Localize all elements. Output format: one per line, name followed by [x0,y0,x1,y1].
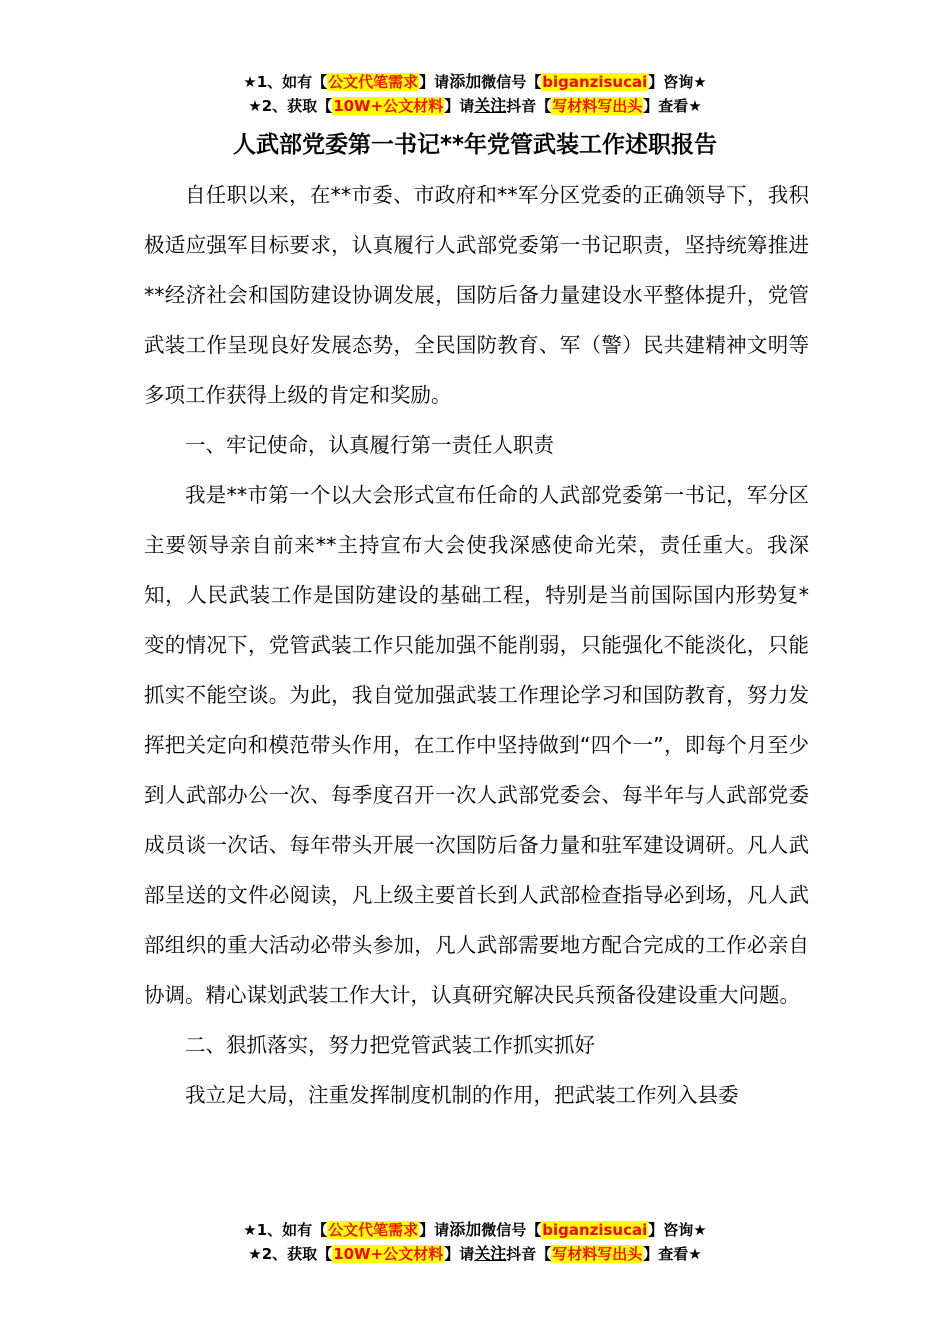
promo-highlight: 写材料写出头 [552,1245,643,1263]
promo-emphasis: 关注 [474,1244,507,1263]
promo-highlight: biganzisucai [542,73,648,91]
promo-text: 】请 [444,1245,475,1263]
promo-text: 抖音【 [506,1245,552,1263]
promo-text: ★1、如有【 [243,1221,328,1239]
promo-text: ★1、如有【 [243,73,328,91]
promo-text: 微信号【 [481,1221,542,1239]
section-heading-2: 二、狠抓落实，努力把党管武装工作抓实抓好 [185,1033,595,1057]
promo-text: 】查看★ [643,97,702,115]
promo-text: 】请 [444,97,475,115]
promo-highlight: 10W+公文材料 [333,97,444,115]
promo-highlight: 写材料写出头 [552,97,643,115]
header-promo-line-1 [0,70,950,94]
promo-highlight: 公文代笔需求 [328,1221,419,1239]
promo-text: 】查看★ [643,1245,702,1263]
section-1-paragraph: 我是**市第一个以大会形式宣布任命的人武部党委第一书记，军分区主要领导亲自前来**主持宣布大会使我深感使命光荣，责任重大。我深知，人民武装工作是国防建设的基础工程，特别是当前国际国内形势复*变的情况下，党管武装工作只能加强不能削弱，只能强化不能淡化，只能抓实不能空谈。为此，我自觉加强武装工作理论学习和国防教育，努力发挥把关定向和模范带头作用，在工作中坚持做到“四个一”，即每个月至少到人武部办公一次、每季度召开一次人武部党委会、每半年与人武部党委成员谈一次话、每年带头开展一次国防后备力量和驻军建设调研。凡人武部呈送的文件必阅读，凡上级主要首长到人武部检查指导必到场，凡人武部组织的重大活动必带头参加，凡人武部需要地方配合完成的工作必亲自协调。精心谋划武装工作大计，认真研究解决民兵预备役建设重大问题。 [144,483,809,1007]
promo-emphasis: 添加 [449,1220,482,1239]
promo-emphasis: 关注 [474,96,507,115]
promo-highlight: 10W+公文材料 [333,1245,444,1263]
document-body [144,170,809,1120]
promo-text: 】咨询★ [648,73,707,91]
promo-text: ★2、获取【 [248,1245,333,1263]
footer-promo [0,1218,950,1266]
footer-promo-line-2 [0,1242,950,1266]
promo-highlight: 公文代笔需求 [328,73,419,91]
promo-emphasis: 添加 [449,72,482,91]
header-promo-line-2 [0,94,950,118]
header-promo [0,70,950,118]
footer-promo-line-1 [0,1218,950,1242]
promo-text: 】请 [419,1221,450,1239]
promo-text: 】请 [419,73,450,91]
section-2-paragraph: 我立足大局，注重发挥制度机制的作用，把武装工作列入县委 [185,1083,739,1107]
document-title: 人武部党委第一书记**年党管武装工作述职报告 [232,132,718,158]
promo-highlight: biganzisucai [542,1221,648,1239]
section-heading-1: 一、牢记使命，认真履行第一责任人职责 [185,433,554,457]
promo-text: 】咨询★ [648,1221,707,1239]
intro-paragraph: 自任职以来，在**市委、市政府和**军分区党委的正确领导下，我积极适应强军目标要求，认真履行人武部党委第一书记职责，坚持统筹推进**经济社会和国防建设协调发展，国防后备力量建设水平整体提升，党管武装工作呈现良好发展态势，全民国防教育、军（警）民共建精神文明等多项工作获得上级的肯定和奖励。 [144,183,809,407]
promo-text: 微信号【 [481,73,542,91]
promo-text: ★2、获取【 [248,97,333,115]
promo-text: 抖音【 [506,97,552,115]
